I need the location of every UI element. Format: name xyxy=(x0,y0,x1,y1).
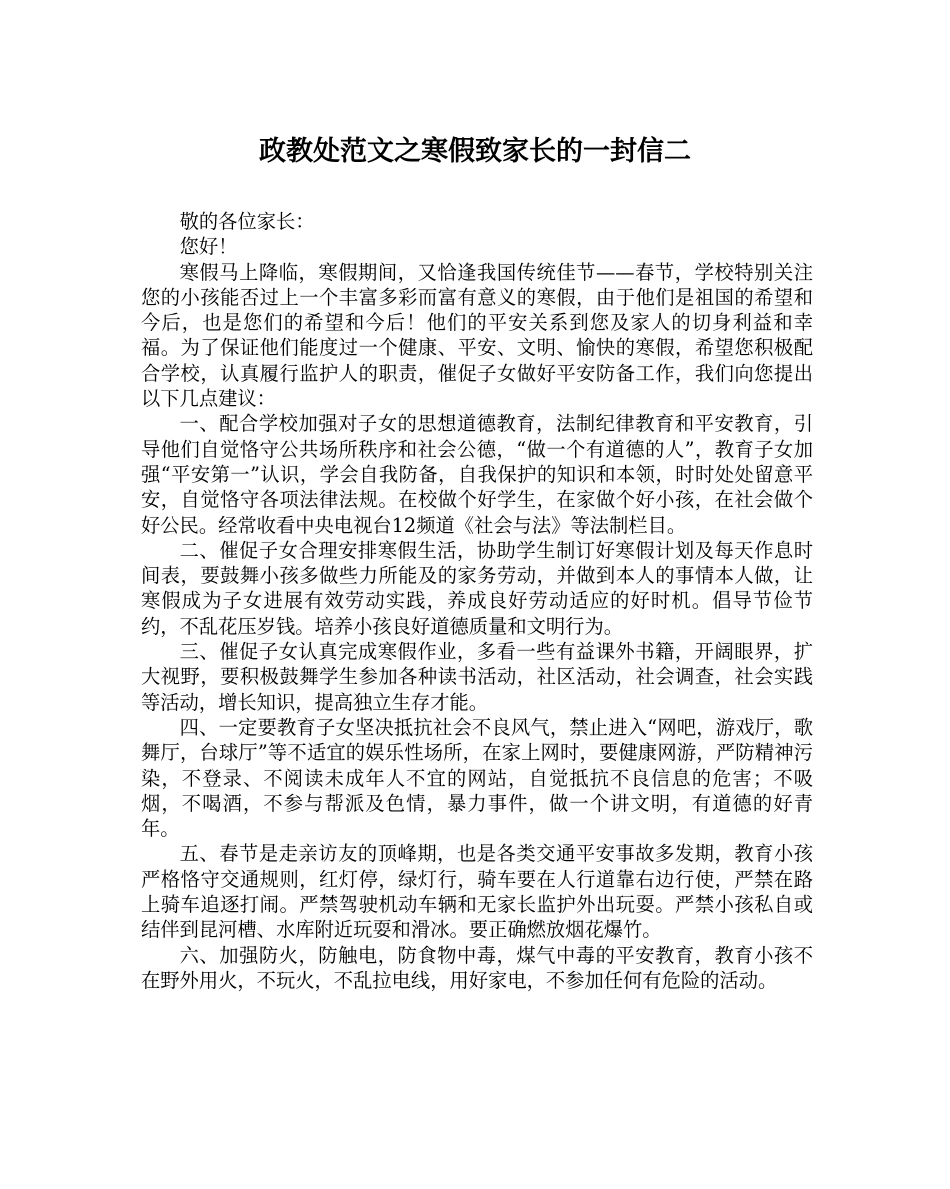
intro-paragraph: 寒假马上降临，寒假期间，又恰逢我国传统佳节——春节，学校特别关注您的小孩能否过上一个丰富多彩而富有意义的寒假，由于他们是祖国的希望和今后，也是您们的希望和今后！他们的平安关系到您及家人的切身利益和幸福。为了保证他们能度过一个健康、平安、文明、愉快的寒假，希望您积极配合学校，认真履行监护人的职责，催促子女做好平安防备工作，我们向您提出以下几点建议： xyxy=(141,260,813,411)
greeting-line: 您好！ xyxy=(179,235,238,259)
suggestion-paragraph-3: 三、催促子女认真完成寒假作业，多看一些有益课外书籍，开阔眼界，扩大视野，要积极鼓舞学生参加各种读书活动，社区活动，社会调查，社会实践等活动，增长知识，提高独立生存才能。 xyxy=(141,640,813,714)
document-title: 政教处范文之寒假致家长的一封信二 xyxy=(259,136,691,167)
suggestion-paragraph-2: 二、催促子女合理安排寒假生活，协助学生制订好寒假计划及每天作息时间表，要鼓舞小孩多做些力所能及的家务劳动，并做到本人的事情本人做，让寒假成为子女进展有效劳动实践，养成良好劳动适应的好时机。倡导节俭节约，不乱花压岁钱。培养小孩良好道德质量和文明行为。 xyxy=(141,538,813,638)
suggestion-paragraph-4: 四、一定要教育子女坚决抵抗社会不良风气，禁止进入“网吧，游戏厅，歌舞厅，台球厅”等不适宜的娱乐性场所，在家上网时，要健康网游，严防精神污染，不登录、不阅读未成年人不宜的网站，自觉抵抗不良信息的危害；不吸烟，不喝酒，不参与帮派及色情，暴力事件，做一个讲文明，有道德的好青年。 xyxy=(141,715,813,841)
letter-body xyxy=(141,209,813,993)
suggestion-paragraph-5: 五、春节是走亲访友的顶峰期，也是各类交通平安事故多发期，教育小孩严格恪守交通规则，红灯停，绿灯行，骑车要在人行道靠右边行使，严禁在路上骑车追逐打闹。严禁驾驶机动车辆和无家长监护外出玩耍。严禁小孩私自或结伴到昆河槽、水库附近玩耍和滑冰。要正确燃放烟花爆竹。 xyxy=(141,842,813,942)
suggestion-paragraph-1: 一、配合学校加强对子女的思想道德教育，法制纪律教育和平安教育，引导他们自觉恪守公共场所秩序和社会公德，“做一个有道德的人”，教育子女加强“平安第一”认识，学会自我防备，自我保护的知识和本领，时时处处留意平安，自觉恪守各项法律法规。在校做个好学生，在家做个好小孩，在社会做个好公民。经常收看中央电视台12频道《社会与法》等法制栏目。 xyxy=(141,412,813,537)
suggestion-paragraph-6: 六、加强防火，防触电，防食物中毒，煤气中毒的平安教育，教育小孩不在野外用火，不玩火，不乱拉电线，用好家电，不参加任何有危险的活动。 xyxy=(141,943,813,992)
salutation-line: 敬的各位家长： xyxy=(179,210,315,233)
